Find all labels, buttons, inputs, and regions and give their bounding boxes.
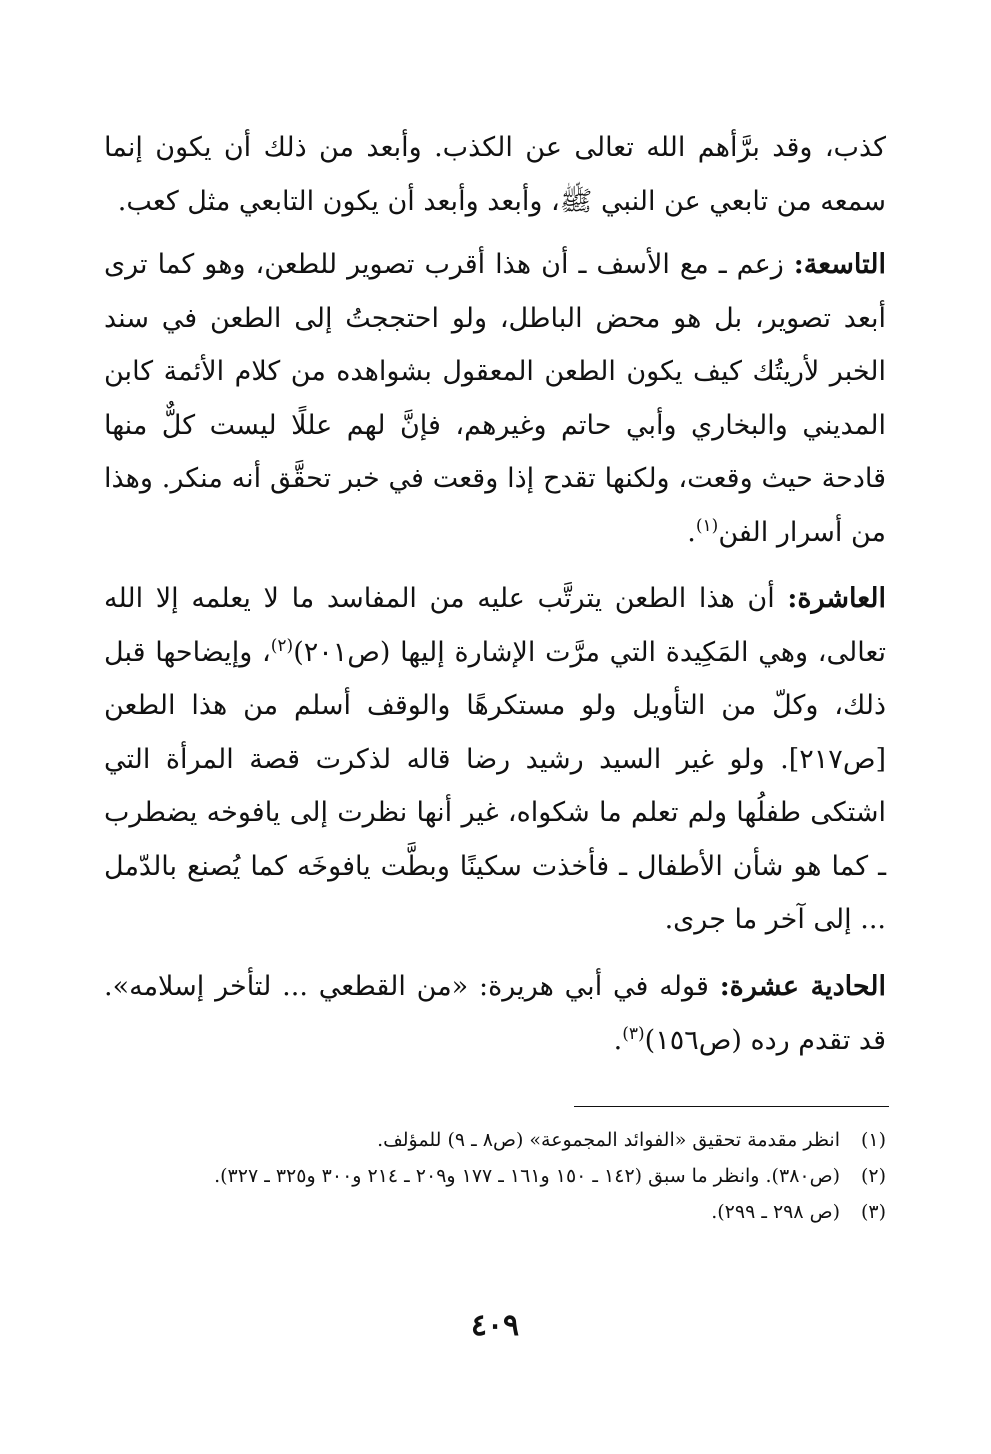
paragraph-continuation [104,121,886,228]
paragraph-tail: . [613,1024,623,1056]
footnote-item [104,1158,886,1194]
paragraph-tail: ، وإيضاحها قبل ذلك، وكلّ من التأويل ولو مستكرهًا والوقف أسلم من هذا الطعن [ص٢١٧]. ولو غير السيد رشيد رضا قاله لذكرت قصة المرأة التي اشتكى طفلُها ولم تعلم ما شكواه، غير أنها نظرت إلى يافوخه يضطرب ـ كما هو شأن الأطفال ـ فأخذت سكينًا وبطَّت يافوخَه كما يُصنع بالدّمل ... إلى آخر ما جرى. [104,636,886,935]
footnote-divider [574,1106,889,1107]
footnote-item [104,1122,886,1158]
paragraph-text: أن هذا الطعن يترتَّب عليه من المفاسد ما لا يعلمه إلا الله تعالى، وهي المَكِيدة التي مرَّت الإشارة إليها (ص٢٠١) [104,583,886,668]
paragraph-tenth-point [104,572,886,947]
paragraph-text: قوله في أبي هريرة: «من القطعي ... لتأخر إسلامه». قد تقدم رده (ص١٥٦) [104,971,886,1056]
paragraph-heading: الحادية عشرة: [719,971,886,1002]
paragraph-text: زعم ـ مع الأسف ـ أن هذا أقرب تصوير للطعن، وهو كما ترى أبعد تصوير، بل هو محض الباطل، ولو احتججتُ إلى الطعن في سند الخبر لأريتُك كيف يكون الطعن المعقول بشواهده من كلام الأئمة كابن المديني والبخاري وأبي حاتم وغيرهم، فإنَّ لهم عللًا ليست كلٌّ منها قادحة حيث وقعت، ولكنها تقدح إذا وقعت في خبر تحقَّق أنه منكر. وهذا من أسرار الفن [104,249,886,548]
footnote-reference[interactable]: (١) [695,515,719,536]
paragraph-text: كذب، وقد برَّأهم الله تعالى عن الكذب. وأبعد من ذلك أن يكون إنما سمعه من تابعي عن النبي ﷺ، وأبعد وأبعد أن يكون التابعي مثل كعب. [104,132,886,217]
paragraph-tail: . [687,516,696,548]
footnote-text: انظر مقدمة تحقيق «الفوائد المجموعة» (ص٨ ـ ٩) للمؤلف. [377,1129,840,1151]
paragraph-ninth-point [104,238,886,559]
paragraph-eleventh-point [104,960,886,1067]
footnote-item [104,1194,886,1230]
footnote-number: (١) [860,1129,886,1151]
footnote-number: (٣) [860,1201,886,1223]
footnote-reference[interactable]: (٢) [270,635,294,656]
footnotes-section [104,1122,886,1230]
paragraph-heading: التاسعة: [793,249,886,280]
page-number: ٤٠٩ [470,1308,520,1343]
footnote-text: (ص ٢٩٨ ـ ٢٩٩). [711,1201,840,1223]
paragraph-heading: العاشرة: [787,583,886,614]
footnote-reference[interactable]: (٣) [622,1023,645,1044]
footnote-number: (٢) [860,1165,886,1187]
footnote-text: (ص٣٨٠). وانظر ما سبق (١٤٢ ـ ١٥٠ و١٦١ ـ ١٧٧ و٢٠٩ ـ ٢١٤ و٣٠٠ و٣٢٥ ـ ٣٢٧). [214,1165,840,1187]
